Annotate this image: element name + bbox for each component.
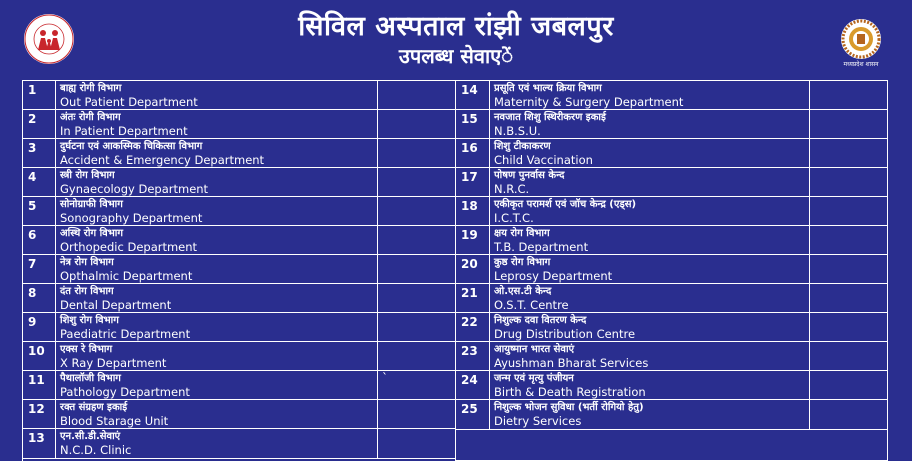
service-number: 25 <box>456 400 490 429</box>
service-number: 12 <box>23 400 56 428</box>
service-extra-cell <box>810 342 887 370</box>
service-name-english: Ayushman Bharat Services <box>494 356 649 370</box>
service-name-cell <box>490 313 810 341</box>
service-name-english: Orthopedic Department <box>60 240 198 254</box>
service-name-english: Maternity & Surgery Department <box>494 95 684 109</box>
service-extra-cell <box>810 371 887 399</box>
service-extra-cell <box>810 197 887 225</box>
header <box>0 0 912 78</box>
service-name-cell <box>56 197 378 225</box>
service-name-cell <box>490 197 810 225</box>
service-name-hindi: निशुल्क दवा वितरण केन्द <box>494 315 587 326</box>
service-number: 8 <box>23 284 56 312</box>
service-number: 10 <box>23 342 56 370</box>
service-extra-cell <box>810 284 887 312</box>
service-name-hindi: निशुल्क भोजन सुविधा (भर्ती रोगियो हेतु) <box>494 402 644 413</box>
service-name-english: Dietry Services <box>494 414 582 428</box>
service-name-cell <box>56 110 378 138</box>
service-row <box>23 226 455 255</box>
service-name-hindi: आयुष्मान भारत सेवाएं <box>494 344 575 355</box>
service-name-hindi: नवजात शिशु स्थिरीकरण इकाई <box>494 112 606 123</box>
service-row <box>456 110 887 139</box>
service-name-hindi: जन्म एवं मृत्यु पंजीयन <box>494 373 574 384</box>
service-name-cell <box>490 139 810 167</box>
service-number: 22 <box>456 313 490 341</box>
service-name-english: N.R.C. <box>494 182 530 196</box>
service-name-hindi: एक्स रे विभाग <box>60 344 113 355</box>
service-name-cell <box>490 342 810 370</box>
service-row <box>23 313 455 342</box>
service-name-english: X Ray Department <box>60 356 167 370</box>
page-title: सिविल अस्पताल रांझी जबलपुर <box>298 11 614 42</box>
service-name-hindi: सोनोग्राफी विभाग <box>60 199 123 210</box>
services-column-right <box>455 81 888 461</box>
service-name-english: N.C.D. Clinic <box>60 443 132 457</box>
service-name-english: I.C.T.C. <box>494 211 534 225</box>
service-number: 13 <box>23 429 56 458</box>
service-extra-cell <box>378 400 455 428</box>
service-name-cell <box>56 81 378 109</box>
service-name-hindi: ओ.एस.टी केन्द <box>494 286 552 297</box>
service-extra-cell <box>378 284 455 312</box>
service-number: 20 <box>456 255 490 283</box>
service-name-english: Gynaecology Department <box>60 182 209 196</box>
service-name-hindi: शिशु टीकाकरण <box>494 141 551 152</box>
service-row <box>456 313 887 342</box>
service-extra-cell <box>378 81 455 109</box>
service-name-cell <box>56 313 378 341</box>
service-row <box>456 255 887 284</box>
service-row <box>456 197 887 226</box>
service-row <box>23 139 455 168</box>
service-name-english: Accident & Emergency Department <box>60 153 265 167</box>
service-name-english: Birth & Death Registration <box>494 385 646 399</box>
service-number: 18 <box>456 197 490 225</box>
service-number: 11 <box>23 371 56 399</box>
service-name-hindi: अस्थि रोग विभाग <box>60 228 123 239</box>
service-row <box>23 342 455 371</box>
service-number: 17 <box>456 168 490 196</box>
service-number: 5 <box>23 197 56 225</box>
service-row <box>456 342 887 371</box>
service-name-english: Dental Department <box>60 298 172 312</box>
service-name-english: Pathology Department <box>60 385 190 399</box>
service-number: 14 <box>456 81 490 109</box>
service-name-hindi: नेत्र रोग विभाग <box>60 257 114 268</box>
service-row <box>456 371 887 400</box>
service-name-hindi: दुर्घटना एवं आकस्मिक चिकित्सा विभाग <box>60 141 203 152</box>
service-extra-cell <box>378 197 455 225</box>
service-number: 1 <box>23 81 56 109</box>
service-number: 6 <box>23 226 56 254</box>
service-name-hindi: दंत रोग विभाग <box>60 286 114 297</box>
service-name-cell <box>56 429 378 458</box>
service-number: 4 <box>23 168 56 196</box>
service-name-cell <box>490 371 810 399</box>
service-number: 7 <box>23 255 56 283</box>
service-extra-cell <box>378 168 455 196</box>
service-row <box>456 81 887 110</box>
service-row <box>23 429 455 459</box>
service-name-cell <box>490 110 810 138</box>
service-extra-cell <box>378 139 455 167</box>
service-row <box>23 255 455 284</box>
service-name-cell <box>56 255 378 283</box>
service-number: 3 <box>23 139 56 167</box>
service-extra-cell <box>378 226 455 254</box>
service-row <box>456 400 887 430</box>
service-name-english: Child Vaccination <box>494 153 593 167</box>
service-name-hindi: एन.सी.डी.सेवाएं <box>60 431 121 442</box>
service-row <box>23 284 455 313</box>
service-name-cell <box>490 284 810 312</box>
service-number: 24 <box>456 371 490 399</box>
service-number: 9 <box>23 313 56 341</box>
service-number: 2 <box>23 110 56 138</box>
service-extra-cell <box>810 313 887 341</box>
service-name-cell <box>490 168 810 196</box>
mp-emblem-text: मध्यप्रदेश शासन <box>843 61 879 68</box>
service-name-hindi: पैथालॉजी विभाग <box>60 373 121 384</box>
service-extra-cell: ` <box>382 371 388 385</box>
service-row <box>23 197 455 226</box>
service-name-cell <box>56 371 378 399</box>
service-name-hindi: स्त्री रोग विभाग <box>60 170 115 181</box>
service-name-cell <box>56 400 378 428</box>
service-number: 23 <box>456 342 490 370</box>
service-row <box>456 284 887 313</box>
service-extra-cell <box>378 342 455 370</box>
service-name-cell <box>490 255 810 283</box>
service-extra-cell <box>378 429 455 458</box>
service-name-cell <box>490 81 810 109</box>
service-name-cell <box>56 226 378 254</box>
service-name-cell <box>56 139 378 167</box>
page-subtitle: उपलब्ध सेवाएें <box>398 44 514 68</box>
service-name-cell <box>490 226 810 254</box>
service-extra-cell <box>810 255 887 283</box>
service-row <box>456 168 887 197</box>
service-name-hindi: अंतः रोगी विभाग <box>60 112 121 123</box>
service-number: 15 <box>456 110 490 138</box>
services-grid <box>22 80 888 461</box>
service-name-cell <box>56 342 378 370</box>
service-name-english: O.S.T. Centre <box>494 298 569 312</box>
service-extra-cell <box>810 81 887 109</box>
service-row <box>23 400 455 429</box>
service-name-hindi: पोषण पुनर्वास केन्द <box>494 170 565 181</box>
service-name-hindi: क्षय रोग विभाग <box>494 228 550 239</box>
service-name-hindi: एकीकृत परामर्श एवं जॉच केन्द्र (एड्स) <box>494 199 637 210</box>
mp-emblem-icon <box>840 18 882 60</box>
service-row <box>23 168 455 197</box>
service-name-english: Paediatric Department <box>60 327 191 341</box>
madhya-pradesh-emblem <box>840 18 882 60</box>
service-extra-cell <box>810 400 887 429</box>
service-name-hindi: रक्त संग्रहण इकाई <box>60 402 128 413</box>
service-name-cell <box>56 284 378 312</box>
service-name-english: Blood Starage Unit <box>60 414 169 428</box>
service-row <box>23 110 455 139</box>
service-number: 16 <box>456 139 490 167</box>
service-row <box>23 371 455 400</box>
service-extra-cell <box>378 313 455 341</box>
service-name-english: N.B.S.U. <box>494 124 541 138</box>
service-row <box>23 81 455 110</box>
service-name-english: Leprosy Department <box>494 269 613 283</box>
service-number: 19 <box>456 226 490 254</box>
empty-row <box>456 430 887 461</box>
service-name-cell <box>56 168 378 196</box>
service-extra-cell <box>378 110 455 138</box>
service-row <box>456 226 887 255</box>
service-extra-cell <box>810 226 887 254</box>
service-name-english: Drug Distribution Centre <box>494 327 636 341</box>
service-name-english: Out Patient Department <box>60 95 198 109</box>
service-name-cell <box>490 400 810 429</box>
service-name-english: Opthalmic Department <box>60 269 193 283</box>
service-name-hindi: प्रसूति एवं भाल्य क्रिया विभाग <box>494 83 602 94</box>
service-name-hindi: बाह्य रोगी विभाग <box>60 83 122 94</box>
service-extra-cell <box>810 168 887 196</box>
service-name-hindi: शिशु रोग विभाग <box>60 315 119 326</box>
service-name-english: T.B. Department <box>494 240 589 254</box>
service-number: 21 <box>456 284 490 312</box>
service-name-hindi: कुष्ठ रोग विभाग <box>494 257 551 268</box>
service-name-english: Sonography Department <box>60 211 203 225</box>
service-name-english: In Patient Department <box>60 124 188 138</box>
service-extra-cell <box>810 110 887 138</box>
services-column-left <box>22 81 455 461</box>
service-extra-cell <box>378 255 455 283</box>
service-row <box>456 139 887 168</box>
service-extra-cell <box>810 139 887 167</box>
